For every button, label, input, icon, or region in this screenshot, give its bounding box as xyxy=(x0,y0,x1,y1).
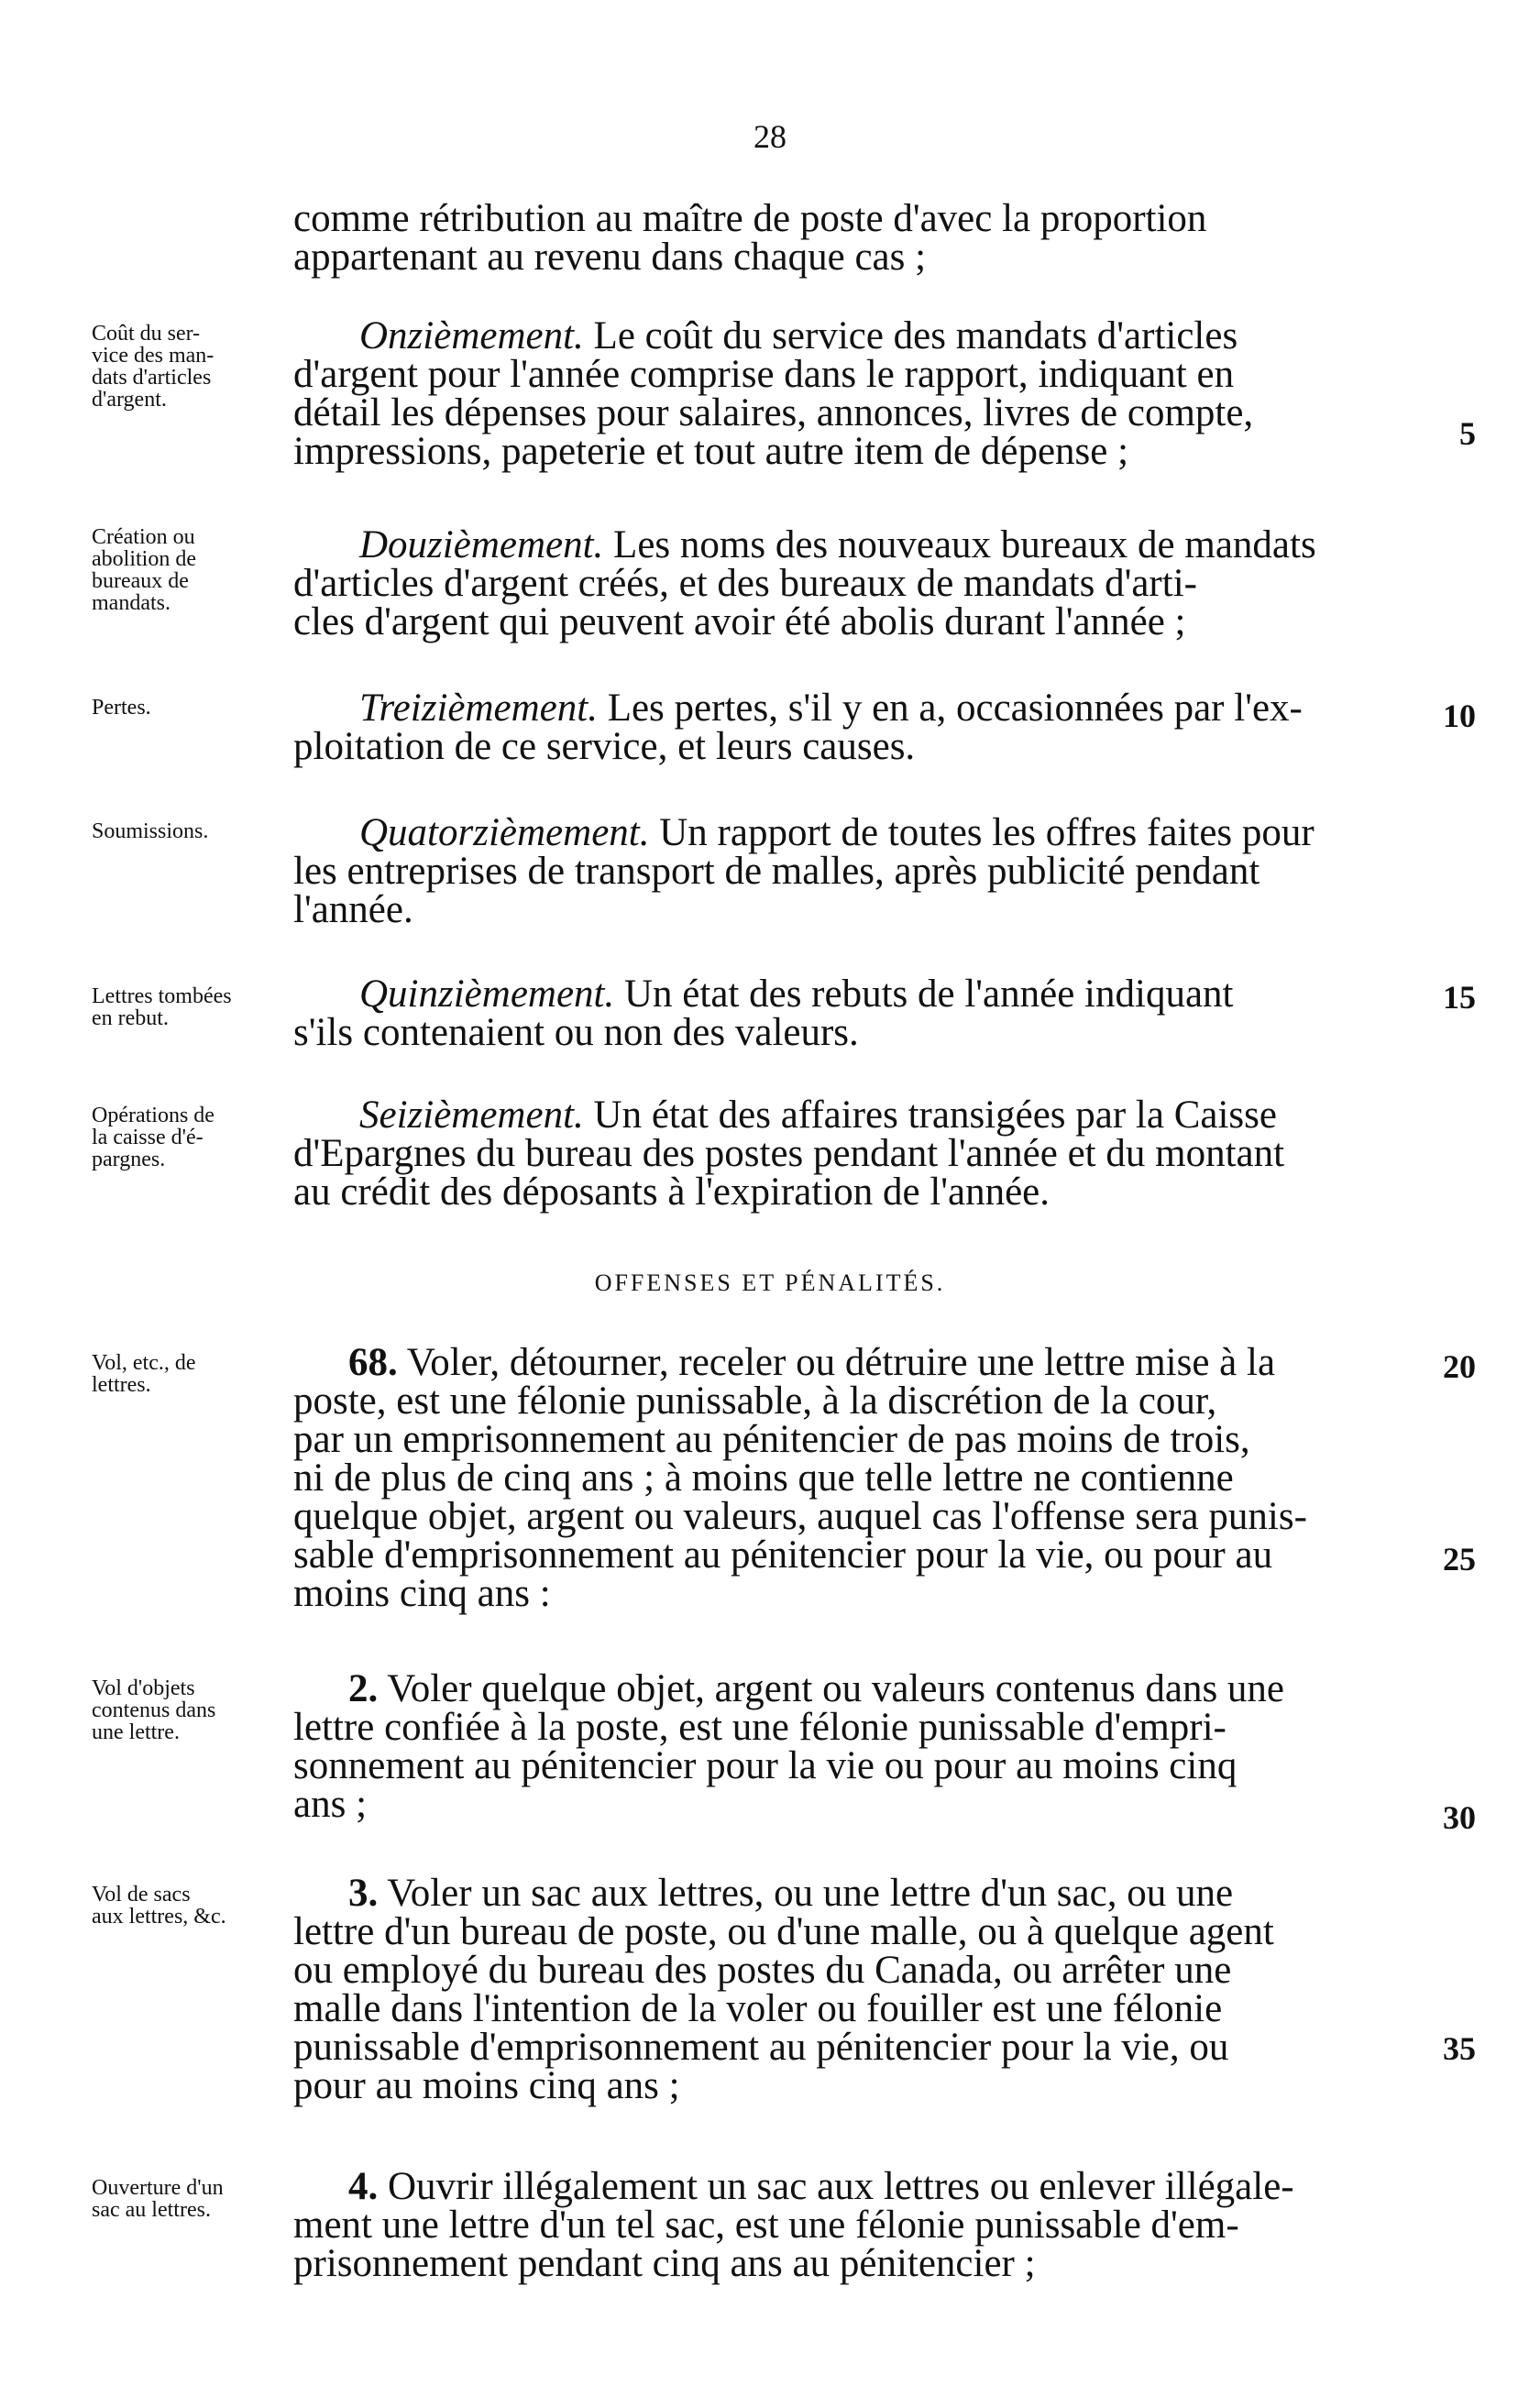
margin-note-vol-objets: Vol d'objets contenus dans une lettre. xyxy=(92,1676,216,1744)
text-line: pour au moins cinq ans ; xyxy=(293,2064,680,2107)
text-line: quelque objet, argent ou valeurs, auquel cas l'offense sera punis- xyxy=(293,1495,1307,1538)
text-line: les entreprises de transport de malles, après publicité pendant xyxy=(293,850,1260,893)
text-line: d'Epargnes du bureau des postes pendant l'année et du montant xyxy=(293,1132,1285,1175)
line-number-30: 30 xyxy=(1443,1799,1476,1836)
text-line: par un emprisonnement au pénitencier de pas moins de trois, xyxy=(293,1418,1250,1461)
text-line: lettre d'un bureau de poste, ou d'une malle, ou à quelque agent xyxy=(293,1910,1274,1953)
text-line: 4. Ouvrir illégalement un sac aux lettres ou enlever illégale- xyxy=(348,2165,1294,2208)
line-number-15: 15 xyxy=(1443,979,1476,1016)
text-line: ment une lettre d'un tel sac, est une félonie punissable d'em- xyxy=(293,2204,1239,2247)
text-line: poste, est une félonie punissable, à la discrétion de la cour, xyxy=(293,1379,1217,1423)
paragraph-quatorziemement xyxy=(293,811,1412,931)
margin-note-creation-abolition: Création ou abolition de bureaux de mandats. xyxy=(92,525,196,615)
article-number: 2. xyxy=(348,1667,379,1710)
text-line: ans ; xyxy=(293,1783,368,1826)
paragraph-treiziemement xyxy=(293,689,1412,766)
margin-note-caisse-epargnes: Opérations de la caisse d'é- pargnes. xyxy=(92,1104,214,1171)
text-line: Onzièmement. Le coût du service des mandats d'articles xyxy=(359,314,1238,357)
text-line: impressions, papeterie et tout autre item de dépense ; xyxy=(293,430,1129,473)
paragraph-lead: Quinzièmement. xyxy=(359,973,615,1016)
text-line: Douzièmement. Les noms des nouveaux bureaux de mandats xyxy=(359,523,1316,566)
article-4 xyxy=(293,2165,1412,2285)
article-3 xyxy=(293,1874,1412,2105)
text-line: lettre confiée à la poste, est une félonie punissable d'empri- xyxy=(293,1706,1226,1749)
margin-note-lettres-rebut: Lettres tombées en rebut. xyxy=(92,984,232,1030)
text-line: sonnement au pénitencier pour la vie ou pour au moins cinq xyxy=(293,1744,1238,1787)
line-number-35: 35 xyxy=(1443,2030,1476,2067)
text-line: Treizièmement. Les pertes, s'il y en a, occasionnées par l'ex- xyxy=(359,687,1303,730)
margin-note-cout-service: Coût du ser- vice des man- dats d'articles d'argent. xyxy=(92,322,214,412)
text-line: ni de plus de cinq ans ; à moins que telle lettre ne contienne xyxy=(293,1456,1234,1500)
text-line: moins cinq ans : xyxy=(293,1572,551,1615)
paragraph-lead: Quatorzièmement. xyxy=(359,811,650,854)
text-line: Quatorzièmement. Un rapport de toutes les offres faites pour xyxy=(359,811,1314,854)
page-number: 28 xyxy=(754,118,786,155)
text-line: malle dans l'intention de la voler ou fouiller est une félonie xyxy=(293,1987,1223,2030)
line-number-5: 5 xyxy=(1459,415,1476,452)
text-line: 68. Voler, détourner, receler ou détruire une lettre mise à la xyxy=(348,1341,1276,1384)
line-number-25: 25 xyxy=(1443,1541,1476,1577)
text-line: ou employé du bureau des postes du Canada, ou arrêter une xyxy=(293,1949,1232,1992)
article-68 xyxy=(293,1341,1412,1615)
text-line: d'articles d'argent créés, et des bureaux de mandats d'arti- xyxy=(293,562,1197,605)
section-title: OFFENSES ET PÉNALITÉS. xyxy=(594,1269,946,1296)
paragraph-lead: Treizièmement. xyxy=(359,687,598,730)
paragraph-lead: Seizièmement. xyxy=(359,1094,584,1137)
margin-note-pertes: Pertes. xyxy=(92,696,151,720)
article-2 xyxy=(293,1667,1412,1826)
text-line: appartenant au revenu dans chaque cas ; xyxy=(293,236,927,279)
article-number: 68. xyxy=(348,1341,398,1384)
text-line: détail les dépenses pour salaires, annonces, livres de compte, xyxy=(293,391,1254,434)
margin-note-ouverture-sac: Ouverture d'un sac au lettres. xyxy=(92,2176,224,2222)
line-number-10: 10 xyxy=(1443,698,1476,734)
intro-paragraph xyxy=(293,197,1412,279)
paragraph-douziemement xyxy=(293,523,1412,643)
paragraph-seiziemement xyxy=(293,1096,1412,1212)
article-number: 4. xyxy=(348,2165,379,2208)
text-line: cles d'argent qui peuvent avoir été abolis durant l'année ; xyxy=(293,600,1186,643)
text-line: 2. Voler quelque objet, argent ou valeurs contenus dans une xyxy=(348,1667,1285,1710)
paragraph-quinziemement xyxy=(293,975,1412,1052)
line-number-20: 20 xyxy=(1443,1348,1476,1385)
text-line: sable d'emprisonnement au pénitencier pour la vie, ou pour au xyxy=(293,1533,1273,1577)
text-line: 3. Voler un sac aux lettres, ou une lettre d'un sac, ou une xyxy=(348,1872,1234,1915)
paragraph-lead: Douzièmement. xyxy=(359,523,604,566)
article-number: 3. xyxy=(348,1872,379,1915)
text-line: s'ils contenaient ou non des valeurs. xyxy=(293,1011,859,1054)
margin-note-vol-lettres: Vol, etc., de lettres. xyxy=(92,1351,196,1397)
text-line: prisonnement pendant cinq ans au pénitencier ; xyxy=(293,2242,1036,2285)
text-line: punissable d'emprisonnement au pénitencier pour la vie, ou xyxy=(293,2026,1229,2069)
text-line: l'année. xyxy=(293,888,413,931)
margin-note-vol-sacs: Vol de sacs aux lettres, &c. xyxy=(92,1883,226,1929)
text-line: au crédit des déposants à l'expiration de l'année. xyxy=(293,1171,1050,1214)
text-line: Seizièmement. Un état des affaires transigées par la Caisse xyxy=(359,1094,1277,1137)
text-line: ploitation de ce service, et leurs causes. xyxy=(293,725,916,768)
margin-note-soumissions: Soumissions. xyxy=(92,819,209,843)
text-line: Quinzièmement. Un état des rebuts de l'année indiquant xyxy=(359,973,1234,1016)
text-line: comme rétribution au maître de poste d'avec la proportion xyxy=(293,197,1207,240)
text-line: d'argent pour l'année comprise dans le rapport, indiquant en xyxy=(293,353,1235,396)
paragraph-onziemement xyxy=(293,314,1412,473)
paragraph-lead: Onzièmement. xyxy=(359,314,584,357)
